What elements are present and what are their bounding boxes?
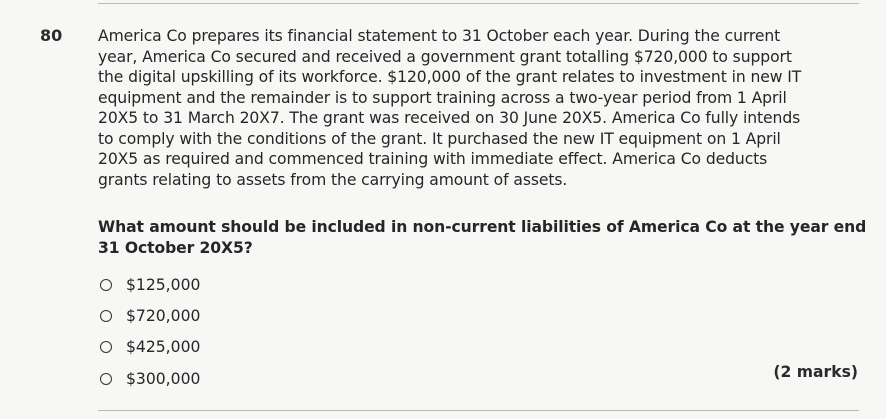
radio-button-icon[interactable] [100,310,112,322]
bottom-divider [98,410,859,411]
option-label: $300,000 [126,369,201,388]
question-stem [98,26,860,190]
question-prompt [98,217,867,259]
radio-button-icon[interactable] [100,279,112,291]
top-divider [98,3,859,4]
prompt-line: What amount should be included in non-current liabilities of America Co at the year end [98,218,867,236]
stem-line: year, America Co secured and received a government grant totalling $720,000 to support [98,47,792,66]
stem-line: America Co prepares its financial statement to 31 October each year. During the current [98,27,781,45]
answer-option-c[interactable] [98,332,200,363]
stem-line: equipment and the remainder is to support training across a two-year period from 1 April [98,88,787,107]
stem-line: to comply with the conditions of the grant. It purchased the new IT equipment on 1 April [98,129,781,148]
stem-line: grants relating to assets from the carrying amount of assets. [98,170,568,189]
radio-button-icon[interactable] [100,341,112,353]
prompt-line: 31 October 20X5? [98,239,253,257]
marks-label: (2 marks) [773,363,858,381]
answer-options [98,269,200,394]
answer-option-d[interactable] [98,363,200,394]
option-label: $425,000 [126,338,201,357]
stem-line: 20X5 to 31 March 20X7. The grant was received on 30 June 20X5. America Co fully intends [98,109,801,127]
answer-option-a[interactable] [98,269,200,300]
option-label: $720,000 [126,306,201,325]
answer-option-b[interactable] [98,300,200,331]
option-label: $125,000 [126,275,201,294]
radio-button-icon[interactable] [100,373,112,385]
stem-line: 20X5 as required and commenced training with immediate effect. America Co deducts [98,150,768,168]
stem-line: the digital upskilling of its workforce. $120,000 of the grant relates to investment in new IT [98,68,802,86]
question-number: 80 [40,26,63,45]
